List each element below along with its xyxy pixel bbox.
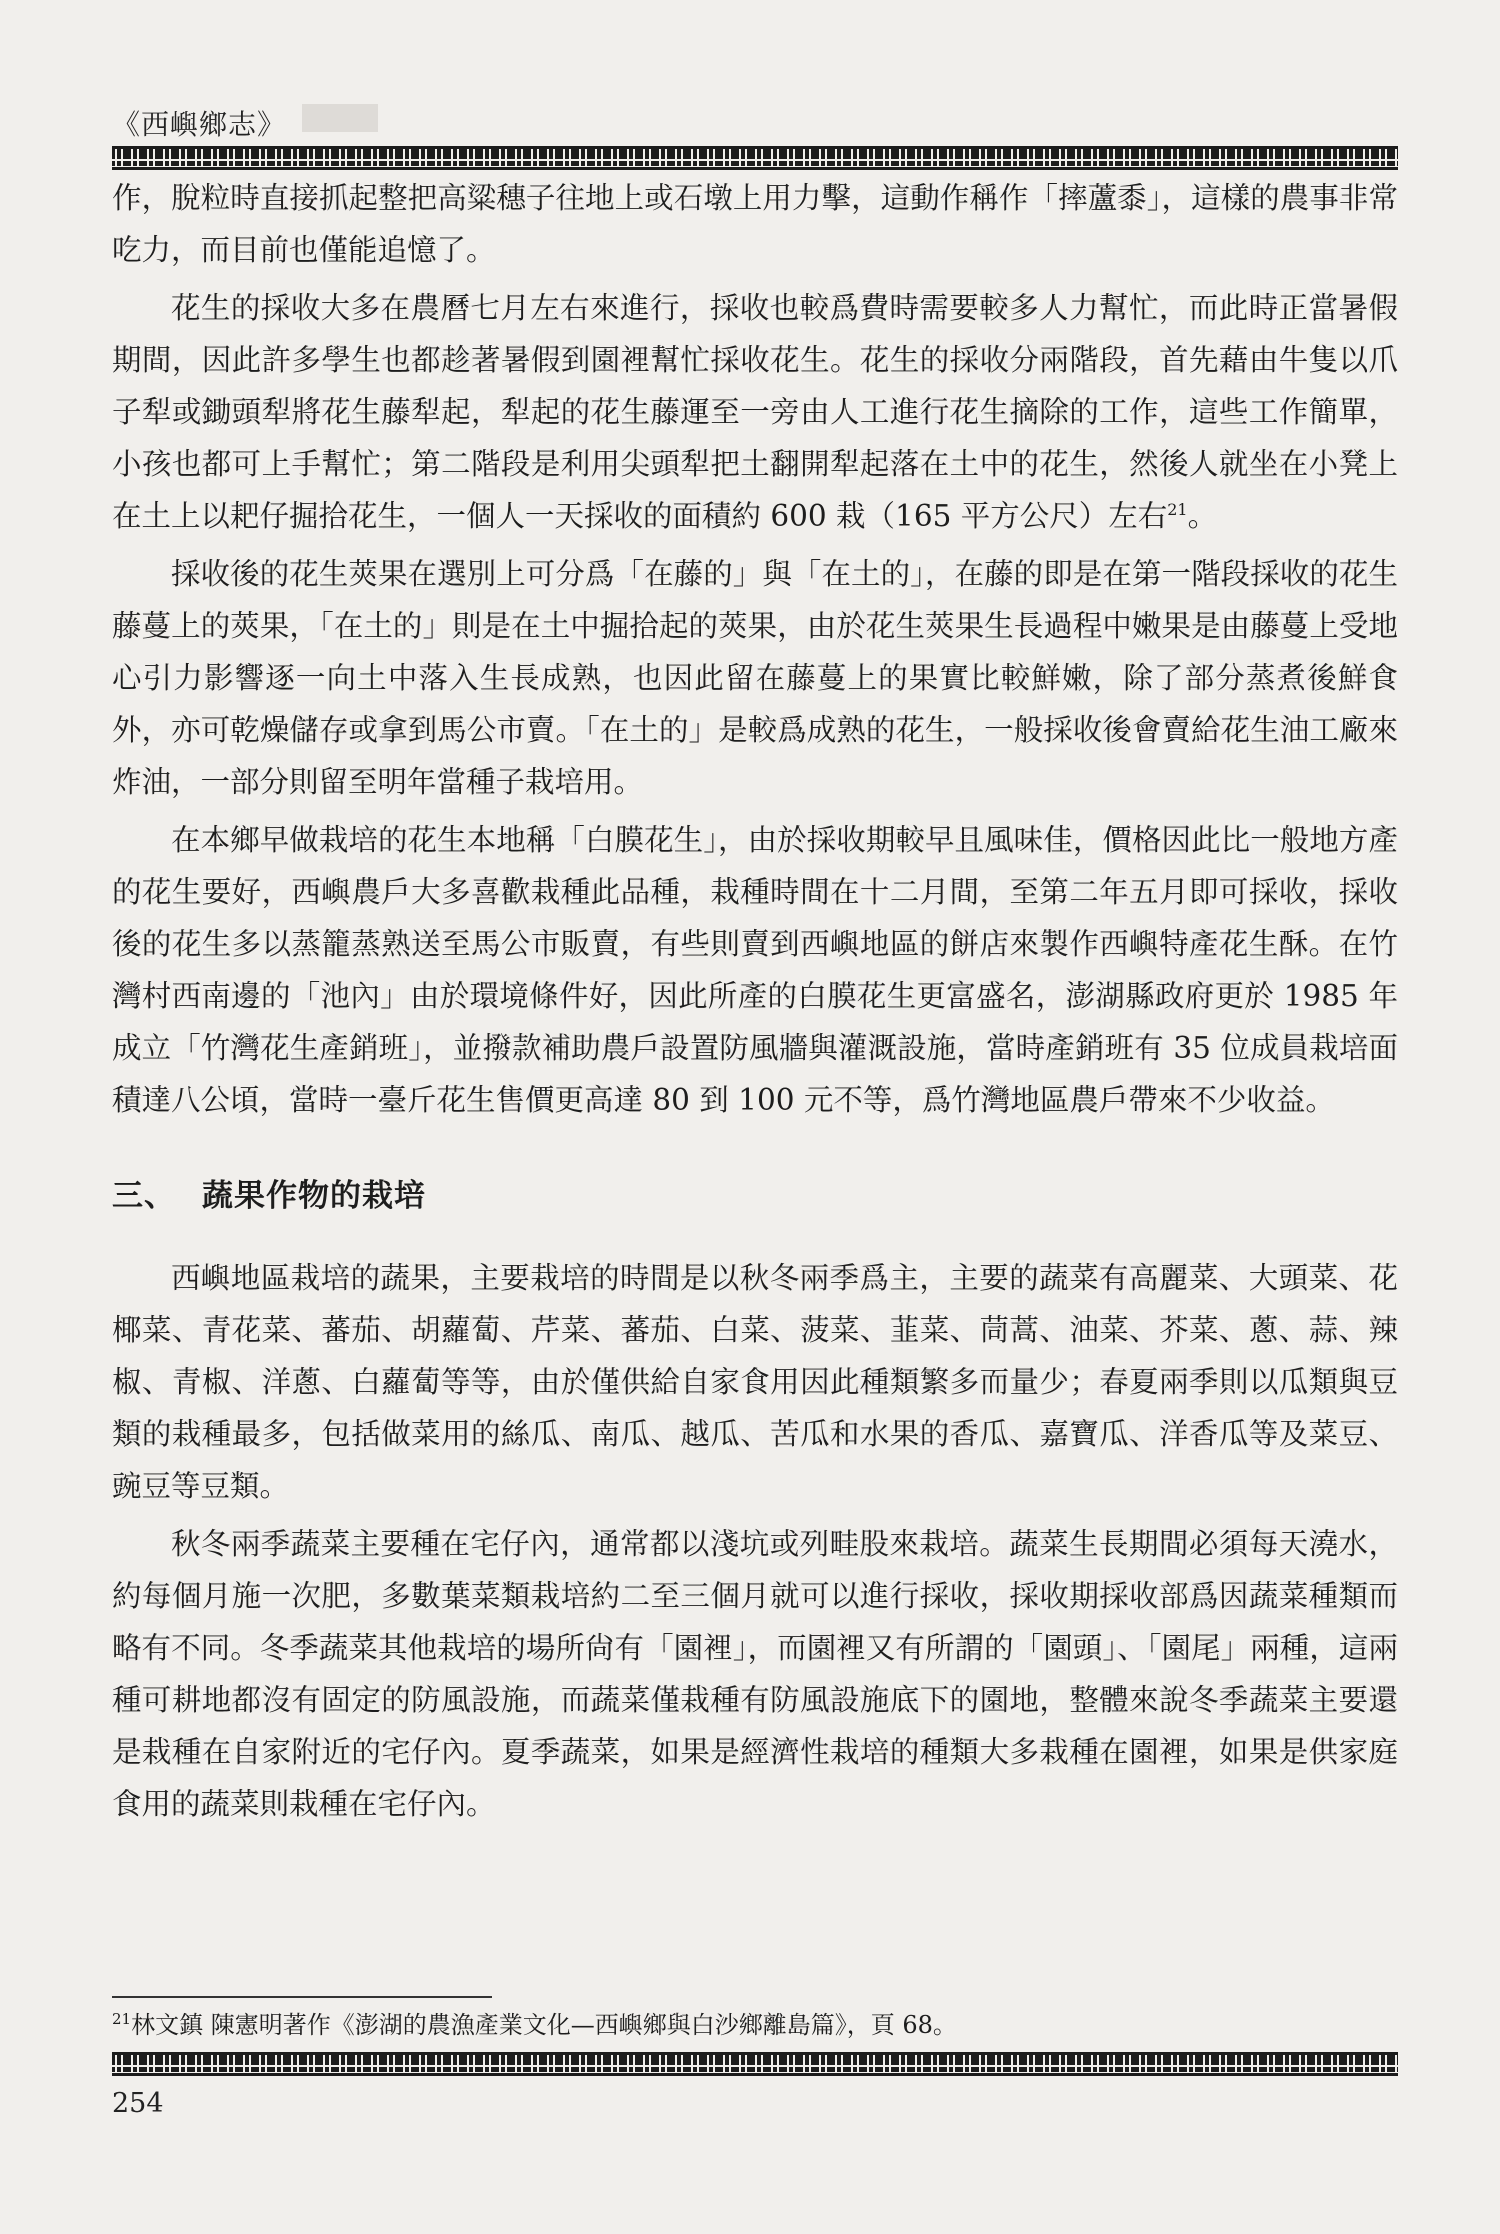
footnote-mark: 21: [112, 2010, 132, 2028]
footnote-text: 林文鎮 陳憲明著作《澎湖的農漁產業文化—西嶼鄉與白沙鄉離島篇》，頁 68。: [131, 2011, 957, 2039]
body-text: [112, 172, 1398, 1836]
bleed-through-mark: [302, 104, 378, 132]
section-heading: [112, 1170, 1398, 1222]
footnote-divider: [112, 1996, 492, 1998]
page-number: 254: [112, 2088, 164, 2119]
paragraph-peanut-sorting: 採收後的花生莢果在選別上可分爲「在藤的」與「在土的」，在藤的即是在第一階段採收的花生藤蔓上的莢果，「在土的」則是在土中掘拾起的莢果，由於花生莢果生長過程中嫩果是由藤蔓上受地心引力影響逐一向土中落入生長成熟，也因此留在藤蔓上的果實比較鮮嫩，除了部分蒸煮後鮮食外，亦可乾燥儲存或拿到馬公市賣。「在土的」是較爲成熟的花生，一般採收後會賣給花生油工廠來炸油，一部分則留至明年當種子栽培用。: [112, 557, 1398, 799]
paragraph-continuation: 作，脫粒時直接抓起整把高粱穗子往地上或石墩上用力擊，這動作稱作「摔蘆黍」，這樣的農事非常吃力，而目前也僅能追憶了。: [112, 181, 1398, 267]
paragraph-winter-vegetables: 秋冬兩季蔬菜主要種在宅仔內，通常都以淺坑或列畦股來栽培。蔬菜生長期間必須每天澆水，約每個月施一次肥，多數葉菜類栽培約二至三個月就可以進行採收，採收期採收部爲因蔬菜種類而略有不同。冬季蔬菜其他栽培的場所尙有「園裡」，而園裡又有所謂的「園頭」、「園尾」兩種，這兩種可耕地都沒有固定的防風設施，而蔬菜僅栽種有防風設施底下的園地，整體來說冬季蔬菜主要還是栽種在自家附近的宅仔內。夏季蔬菜，如果是經濟性栽培的種類大多栽種在園裡，如果是供家庭食用的蔬菜則栽種在宅仔內。: [112, 1527, 1398, 1821]
paragraph-end: 。: [1187, 499, 1218, 533]
top-decorative-border: [112, 146, 1398, 170]
footnote: [112, 2010, 1398, 2040]
section-number: 三、: [112, 1178, 176, 1214]
footnote-reference[interactable]: 21: [1167, 500, 1188, 520]
paragraph-white-membrane-peanut: 在本鄉早做栽培的花生本地稱「白膜花生」，由於採收期較早且風味佳，價格因此比一般地方產的花生要好，西嶼農戶大多喜歡栽種此品種，栽種時間在十二月間，至第二年五月即可採收，採收後的花生多以蒸籠蒸熟送至馬公市販賣，有些則賣到西嶼地區的餅店來製作西嶼特產花生酥。在竹灣村西南邊的「池內」由於環境條件好，因此所產的白膜花生更富盛名，澎湖縣政府更於 1985 年成立「竹灣花生產銷班」，並撥款補助農戶設置防風牆與灌溉設施，當時產銷班有 35 位成員栽培面積達八公頃，當時一臺斤花生售價更高達 80 到 100 元不等，爲竹灣地區農戶帶來不少收益。: [112, 823, 1398, 1117]
paragraph-peanut-harvest: [112, 282, 1398, 542]
paragraph-vegetables: 西嶼地區栽培的蔬果，主要栽培的時間是以秋冬兩季爲主，主要的蔬菜有高麗菜、大頭菜、花椰菜、青花菜、蕃茄、胡蘿蔔、芹菜、蕃茄、白菜、菠菜、韮菜、茼蒿、油菜、芥菜、蔥、蒜、辣椒、青椒、洋蔥、白蘿蔔等等，由於僅供給自家食用因此種類繁多而量少；春夏兩季則以瓜類與豆類的栽種最多，包括做菜用的絲瓜、南瓜、越瓜、苦瓜和水果的香瓜、嘉寶瓜、洋香瓜等及菜豆、豌豆等豆類。: [112, 1261, 1398, 1503]
section-title: 蔬果作物的栽培: [202, 1178, 426, 1214]
running-header: 《西嶼鄉志》: [112, 108, 287, 141]
bottom-decorative-border: [112, 2052, 1398, 2076]
paragraph-text: 花生的採收大多在農曆七月左右來進行，採收也較爲費時需要較多人力幫忙，而此時正當暑假期間，因此許多學生也都趁著暑假到園裡幫忙採收花生。花生的採收分兩階段，首先藉由牛隻以爪子犁或鋤頭犁將花生藤犁起，犁起的花生藤運至一旁由人工進行花生摘除的工作，這些工作簡單，小孩也都可上手幫忙；第二階段是利用尖頭犁把土翻開犁起落在土中的花生，然後人就坐在小凳上在土上以耙仔掘拾花生，一個人一天採收的面積約 600 栽（165 平方公尺）左右: [112, 291, 1398, 533]
